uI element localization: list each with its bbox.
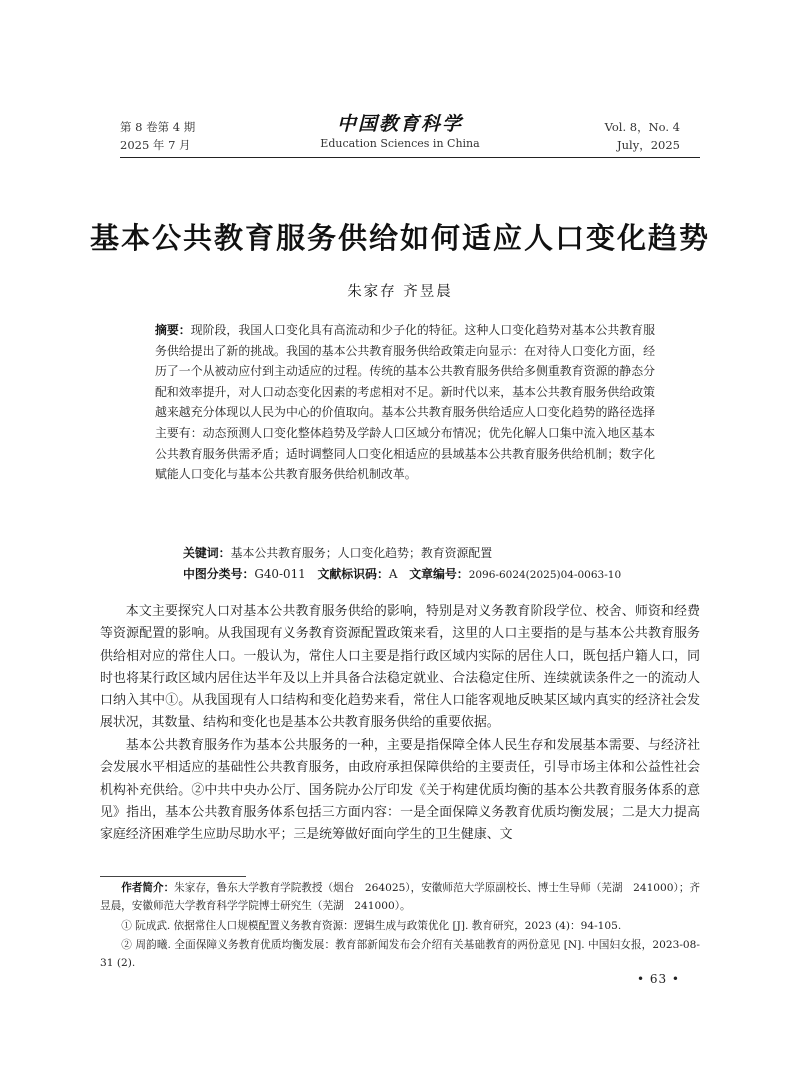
abstract-label: 摘要： [155,323,191,337]
footnote-2: ② 周韵曦. 全面保障义务教育优质均衡发展：教育部新闻发布会介绍有关基础教育的两份意见 [N]. 中国妇女报，2023-08-31 (2). [100,939,700,969]
journal-name: 中国教育科学 [336,113,463,135]
issue-date: 2025 年 7 月 [120,138,191,152]
body-paragraph-1: 本文主要探究人口对基本公共教育服务供给的影响，特别是对义务教育阶段学位、校舍、师资和经费等资源配置的影响。从我国现有义务教育资源配置政策来看，这里的人口主要指的是与基本公共教育服务供给相对应的常住人口。一般认为，常住人口主要是指行政区域内实际的居住人口，既包括户籍人口，同时也将某行政区域内居住达半年及以上并具备合法稳定就业、合法稳定住所、连续就读条件之一的流动人口纳入其中①。从我国现有人口结构和变化趋势来看，常住人口能客观地反映某区域内真实的经济社会发展状况，其数量、结构和变化也是基本公共教育服务供给的重要依据。 [100,604,700,731]
footnote-rule [100,876,246,877]
page-number: • 63 • [636,972,680,986]
classification-line [183,564,703,586]
article-number-value: 2096-6024(2025)04-0063-10 [468,569,622,581]
volume-issue-en: Vol. 8，No. 4 [604,120,680,134]
abstract [155,320,655,485]
article-title: 基本公共教育服务供给如何适应人口变化趋势 [89,221,710,255]
keywords-label: 关键词： [183,546,231,560]
running-header-center [300,112,500,152]
journal-name-en: Education Sciences in China [320,137,480,150]
clc-value: G40-011 [254,567,306,581]
author-note-text: 朱家存，鲁东大学教育学院教授（烟台 264025），安徽师范大学原副校长、博士生导师（芜湖 241000）；齐昱晨，安徽师范大学教育科学学院博士研究生（芜湖 241000）。 [100,882,701,912]
abstract-text: 现阶段，我国人口变化具有高流动和少子化的特征。这种人口变化趋势对基本公共教育服务供给提出了新的挑战。我国的基本公共教育服务供给政策走向显示：在对待人口变化方面，经历了一个从被动应付到主动适应的过程。传统的基本公共教育服务供给多侧重教育资源的静态分配和效率提升，对人口动态变化因素的考虑相对不足。新时代以来，基本公共教育服务供给政策越来越充分体现以人民为中心的价值取向。基本公共教育服务供给适应人口变化趋势的路径选择主要有：动态预测人口变化整体趋势及学龄人口区域分布情况；优先化解人口集中流入地区基本公共教育服务供需矛盾；适时调整同人口变化相适应的县域基本公共教育服务供给机制；数字化赋能人口变化与基本公共教育服务供给机制改革。 [155,323,655,482]
running-header-left [120,118,195,154]
running-header-right [605,118,680,154]
volume-issue: 第 8 卷第 4 期 [120,120,196,134]
keywords-text: 基本公共教育服务；人口变化趋势；教育资源配置 [230,546,493,560]
header-rule [120,157,700,158]
body-paragraph-2: 基本公共教育服务作为基本公共服务的一种，主要是指保障全体人民生存和发展基本需要、与经济社会发展水平相适应的基础性公共教育服务，由政府承担保障供给的主要责任，引导市场主体和公益性社会机构补充供给。②中共中央办公厅、国务院办公厅印发《关于构建优质均衡的基本公共教育服务体系的意见》指出，基本公共教育服务体系包括三方面内容：一是全面保障义务教育优质均衡发展；二是大力提高家庭经济困难学生应助尽助水平；三是统筹做好面向学生的卫生健康、文 [100,738,700,843]
issue-date-en: July，2025 [617,138,680,152]
doc-code-value: A [388,567,398,581]
author-note [100,880,700,915]
keywords [183,543,683,564]
author-note-label: 作者简介： [121,882,175,894]
footnote-1: ① 阮成武. 依据常住人口规模配置义务教育资源：逻辑生成与政策优化 [J]. 教育研究，2023 (4)：94-105. [121,920,622,932]
doc-code-label: 文献标识码： [317,567,389,581]
article-number-label: 文章编号： [409,567,469,581]
clc-label: 中图分类号： [183,567,255,581]
article-authors: 朱家存 齐昱晨 [347,284,453,300]
